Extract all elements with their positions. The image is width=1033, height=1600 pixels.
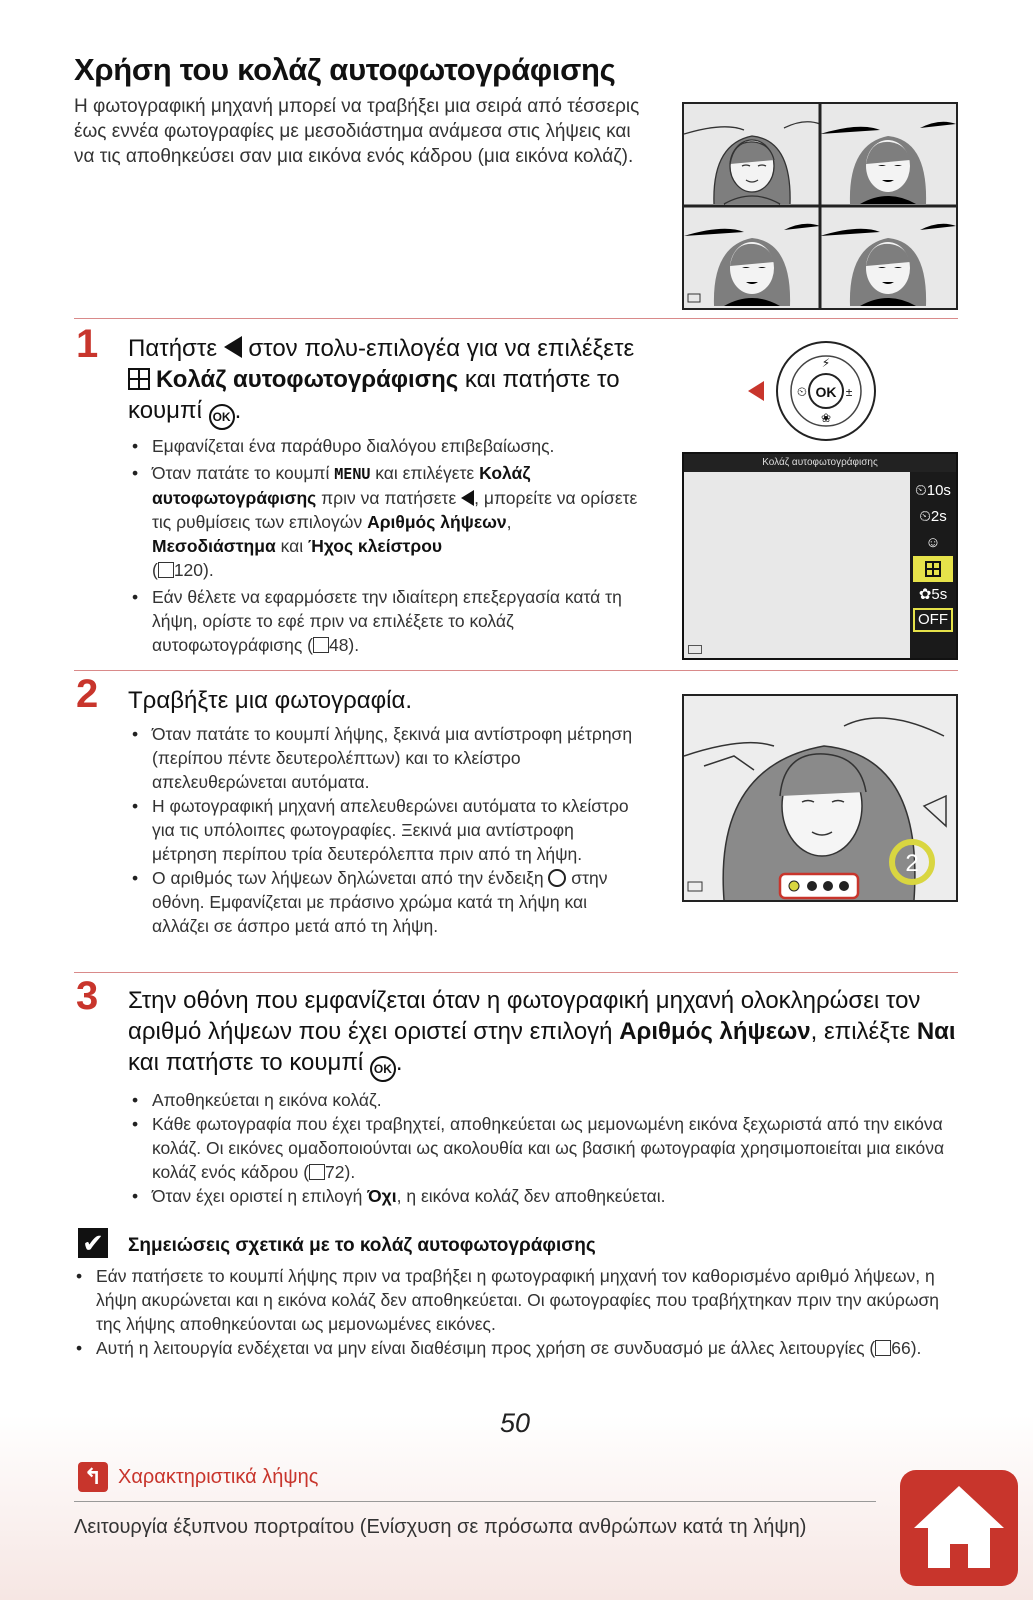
battery-icon — [688, 645, 702, 654]
left-arrow-icon — [748, 381, 764, 401]
live-view-illustration — [682, 694, 958, 902]
step-3-heading: Στην οθόνη που εμφανίζεται όταν η φωτογραφική μηχανή ολοκληρώσει τον αριθμό λήψεων που έχει οριστεί στην επιλογή Αριθμός λήψεων, επιλέξτε Ναι και πατήστε το κουμπί OK . — [128, 985, 958, 1082]
note-check-icon: ✔ — [78, 1228, 108, 1258]
page-number: 50 — [500, 1408, 531, 1438]
svg-text:⚡: ⚡ — [821, 356, 831, 370]
live-preview-area — [684, 472, 910, 658]
divider — [74, 972, 958, 973]
page-title: Χρήση του κολάζ αυτοφωτογράφισης — [74, 52, 616, 87]
step-1-bullets — [130, 434, 640, 657]
home-button[interactable] — [900, 1470, 1018, 1586]
home-icon — [900, 1470, 1018, 1586]
self-timer-10s-option[interactable]: ⏲10s — [915, 482, 951, 499]
step-2-number: 2 — [76, 672, 99, 716]
timer-icon: ⏲ — [919, 508, 931, 525]
footer-background — [0, 1415, 1033, 1600]
footer-divider — [74, 1501, 876, 1502]
step-3-bullets — [130, 1088, 950, 1208]
pet-icon: ✿ — [918, 586, 932, 603]
book-ref-icon — [158, 562, 174, 578]
ok-button-icon: OK — [209, 404, 235, 430]
list-item: • Εάν θέλετε να εφαρμόσετε την ιδιαίτερη επεξεργασία κατά τη λήψη, ορίστε το εφέ πριν να επιλέξετε το κολάζ αυτοφωτογράφισης ( 48). — [130, 585, 640, 657]
shot-count-icon — [548, 869, 566, 887]
list-item: • Όταν πατάτε το κουμπί λήψης, ξεκινά μια αντίστροφη μέτρηση (περίπου πέντε δευτερολέπτων) και το κλείστρο απελευθερώνεται αυτόματα. — [130, 722, 640, 794]
list-item: • Αποθηκεύεται η εικόνα κολάζ. — [130, 1088, 950, 1112]
svg-text:±: ± — [845, 385, 853, 399]
divider — [74, 670, 958, 671]
list-item: • Όταν πατάτε το κουμπί MENU και επιλέγετε Κολάζ αυτοφωτογράφισης πριν να πατήσετε , μπορείτε να ορίσετε τις ρυθμίσεις των επιλογών Αριθμός λήψεων, Μεσοδιάστημα και Ήχος κλείστρου ( 120). — [130, 461, 640, 582]
back-arrow-icon: ↰ — [78, 1462, 108, 1492]
step-2-heading: Τραβήξτε μια φωτογραφία. — [128, 687, 413, 714]
menu-button-icon: MENU — [334, 465, 371, 483]
multi-selector-illustration — [740, 340, 880, 442]
list-item: • Εμφανίζεται ένα παράθυρο διαλόγου επιβεβαίωσης. — [130, 434, 640, 458]
list-item: • Εάν πατήσετε το κουμπί λήψης πριν να τραβήξει η φωτογραφική μηχανή τον καθορισμένο αριθμό λήψεων, η λήψη ακυρώνεται και η εικόνα κολάζ δεν αποθηκεύεται. Οι φωτογραφίες που τραβήχτηκαν πριν την ακύρωση της λήψης αποθηκεύονται ως μεμονωμένες εικόνες. — [74, 1264, 964, 1336]
book-ref-icon — [309, 1164, 325, 1180]
countdown-number: 2 — [905, 850, 919, 877]
ok-button-icon: OK — [370, 1056, 396, 1082]
book-ref-icon — [313, 637, 329, 653]
note-title: Σημειώσεις σχετικά με το κολάζ αυτοφωτογράφισης — [128, 1235, 596, 1256]
svg-text:❀: ❀ — [820, 411, 832, 425]
step-1-number: 1 — [76, 322, 99, 366]
list-item: • Ο αριθμός των λήψεων δηλώνεται από την ένδειξη στην οθόνη. Εμφανίζεται με πράσινο χρώμα κατά τη λήψη και αλλάζει σε άσπρο μετά από τη λήψη. — [130, 866, 640, 938]
collage-mode-icon — [925, 561, 941, 577]
step-1-heading: Πατήστε στον πολυ-επιλογέα για να επιλέξετε Κολάζ αυτοφωτογράφισης και πατήστε το κουμπί OK . — [128, 333, 658, 430]
next-topic-link[interactable]: Λειτουργία έξυπνου πορτραίτου (Ενίσχυση σε πρόσωπα ανθρώπων κατά τη λήψη) — [74, 1516, 807, 1538]
step-3-number: 3 — [76, 974, 99, 1018]
left-arrow-icon — [224, 336, 242, 358]
collage-image — [682, 102, 958, 310]
smile-timer-icon: ☺ — [925, 534, 941, 551]
left-arrow-icon — [461, 490, 474, 506]
list-item: • Όταν έχει οριστεί η επιλογή Όχι, η εικόνα κολάζ δεν αποθηκεύεται. — [130, 1184, 950, 1208]
intro-text: Η φωτογραφική μηχανή μπορεί να τραβήξει μια σειρά από τέσσερις έως εννέα φωτογραφίες με μεσοδιάστημα ανάμεσα στις λήψεις και να τις αποθηκεύσει σαν μια εικόνα ενός κάδρου (μια εικόνα κολάζ). — [74, 96, 640, 167]
self-timer-2s-option[interactable]: ⏲2s — [919, 508, 947, 525]
camera-menu-screen — [682, 452, 958, 660]
divider — [74, 318, 958, 319]
menu-header: Κολάζ αυτοφωτογράφισης — [684, 454, 956, 472]
timer-icon: ⏲ — [915, 482, 927, 499]
book-ref-icon — [875, 1340, 891, 1356]
collage-illustration — [684, 104, 956, 308]
svg-text:OK: OK — [815, 384, 837, 400]
svg-text:⏲: ⏲ — [796, 384, 808, 399]
pet-timer-option[interactable]: ✿5s — [918, 586, 948, 603]
smile-timer-option[interactable] — [910, 530, 956, 556]
list-item: • Κάθε φωτογραφία που έχει τραβηχτεί, αποθηκεύεται ως μεμονωμένη εικόνα ξεχωριστά από την εικόνα κολάζ. Οι εικόνες ομαδοποιούνται ως ακολουθία και ως βασική φωτογραφία χρησιμοποιείται μια εικόνα κολάζ ενός κάδρου ( 72). — [130, 1112, 950, 1184]
selfie-collage-option[interactable] — [913, 556, 953, 582]
step-2-bullets — [130, 722, 640, 938]
back-link[interactable] — [78, 1462, 318, 1492]
collage-mode-icon — [128, 368, 150, 390]
breadcrumb[interactable]: Χαρακτηριστικά λήψης — [118, 1465, 319, 1488]
list-item: • Η φωτογραφική μηχανή απελευθερώνει αυτόματα το κλείστρο για τις υπόλοιπες φωτογραφίες. Ξεκινά μια αντίστροφη μέτρηση περίπου τρία δευτερόλεπτα πριν από τη λήψη. — [130, 794, 640, 866]
off-option[interactable]: OFF — [913, 608, 953, 632]
menu-options — [910, 472, 956, 658]
note-bullets — [74, 1264, 964, 1360]
list-item: • Αυτή η λειτουργία ενδέχεται να μην είναι διαθέσιμη προς χρήση σε συνδυασμό με άλλες λειτουργίες ( 66). — [74, 1336, 964, 1360]
